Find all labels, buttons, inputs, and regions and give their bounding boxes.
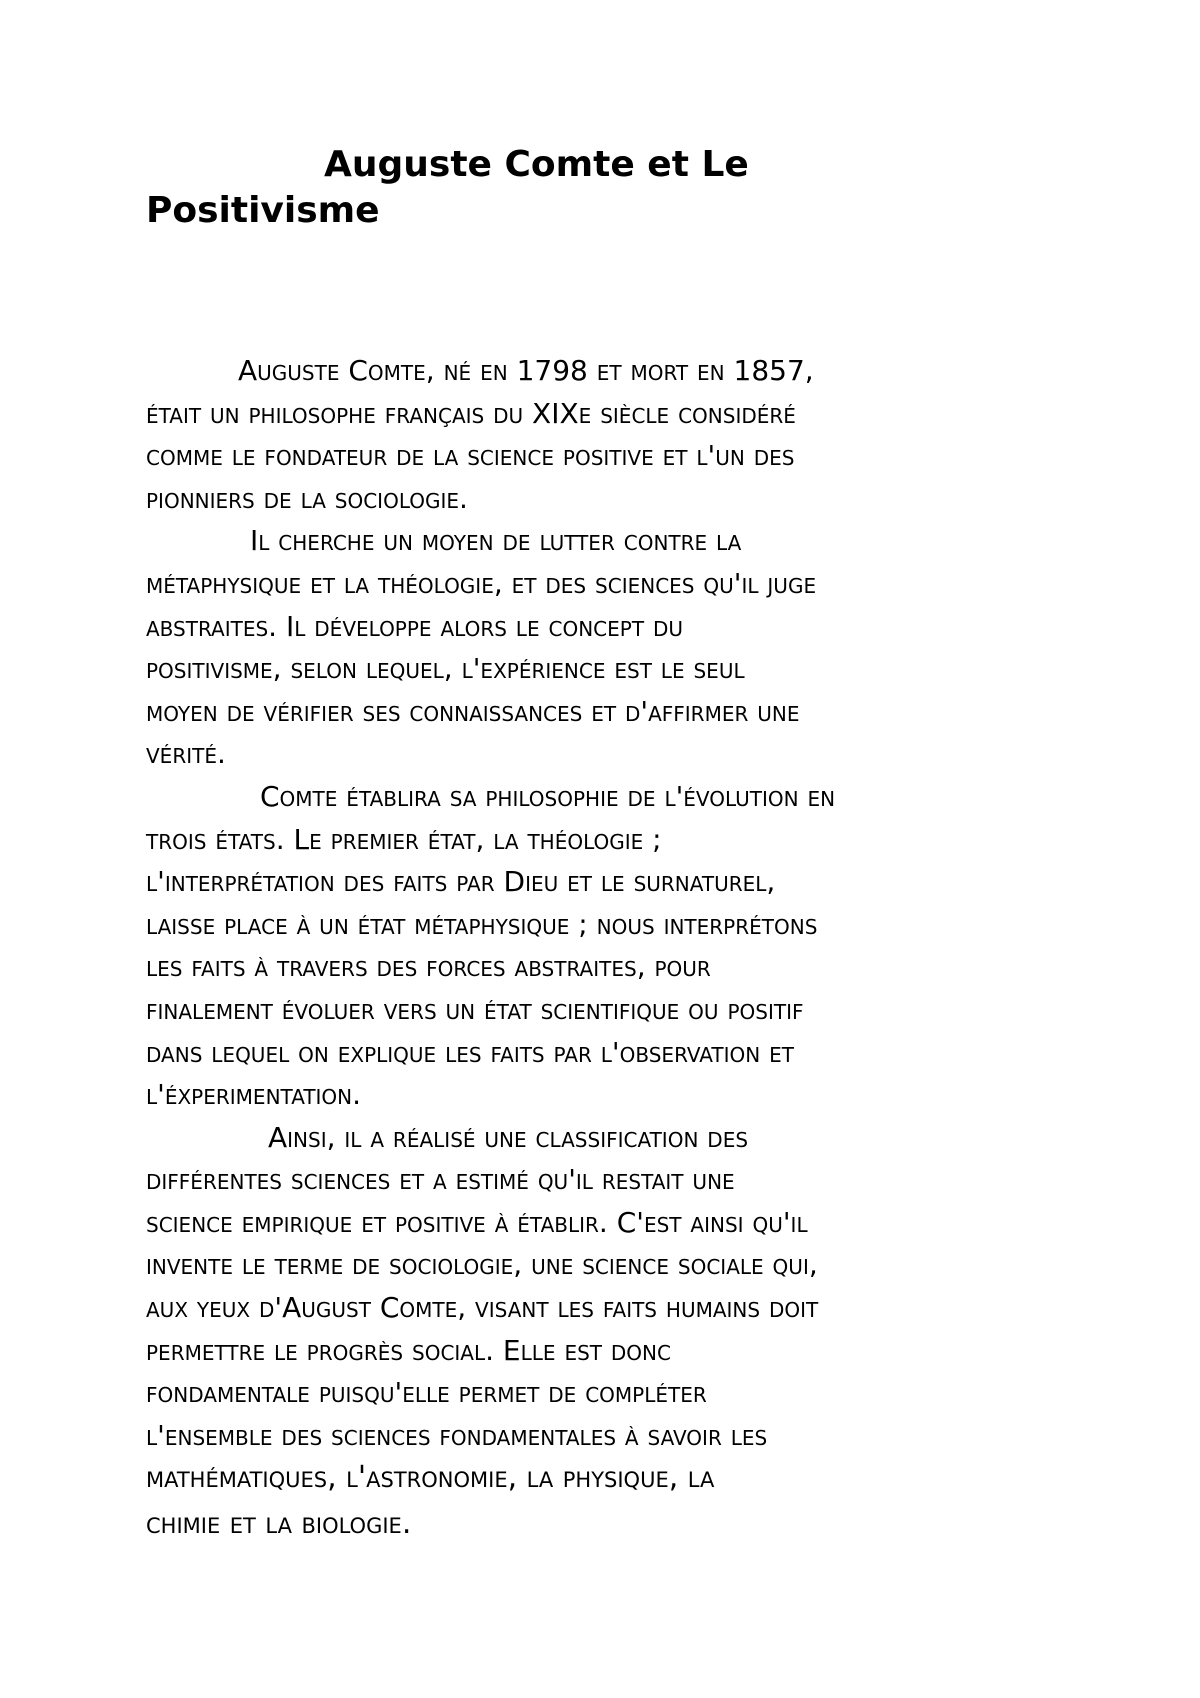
text-line: vérité. xyxy=(146,737,226,771)
text-line: laisse place à un état métaphysique ; nous interprétons xyxy=(146,907,818,941)
text-line: métaphysique et la théologie, et des sciences qu'il juge xyxy=(146,566,817,600)
text-line: permettre le progrès social. Elle est donc xyxy=(146,1333,671,1367)
text-line: l'ensemble des sciences fondamentales à savoir les xyxy=(146,1418,768,1452)
text-line: dans lequel on explique les faits par l'observation et xyxy=(146,1035,794,1069)
text-line: les faits à travers des forces abstraites, pour xyxy=(146,950,711,984)
text-line: fondamentale puisqu'elle permet de compléter xyxy=(146,1376,707,1410)
text-line: chimie et la biologie. xyxy=(146,1506,412,1542)
text-line: Comte établira sa philosophie de l'évolution en xyxy=(260,779,836,813)
text-line: pionniers de la sociologie. xyxy=(146,481,468,515)
text-line: invente le terme de sociologie, une science sociale qui, xyxy=(146,1248,818,1282)
title-line-1: Auguste Comte et Le xyxy=(324,144,749,185)
text-line: positivisme, selon lequel, l'expérience est le seul xyxy=(146,652,745,686)
text-line: l'interprétation des faits par Dieu et le surnaturel, xyxy=(146,865,776,899)
text-line: l'éxperimentation. xyxy=(146,1078,362,1112)
text-line: finalement évoluer vers un état scientifique ou positif xyxy=(146,992,804,1026)
text-line: aux yeux d'August Comte, visant les faits humains doit xyxy=(146,1291,819,1325)
text-line: Auguste Comte, né en 1798 et mort en 1857, xyxy=(238,354,814,387)
text-line: Ainsi, il a réalisé une classification des xyxy=(268,1120,749,1154)
title-line-2: Positivisme xyxy=(146,190,380,231)
text-line: moyen de vérifier ses connaissances et d'affirmer une xyxy=(146,694,800,728)
text-line: mathématiques, l'astronomie, la physique, la xyxy=(146,1460,715,1496)
document-title xyxy=(146,142,1046,234)
text-line: différentes sciences et a estimé qu'il restait une xyxy=(146,1163,735,1197)
text-line: trois états. Le premier état, la théologie ; xyxy=(146,822,662,856)
text-line: était un philosophe français du XIXe siècle considéré xyxy=(146,396,796,430)
text-line: Il cherche un moyen de lutter contre la xyxy=(250,524,742,558)
text-line: science empirique et positive à établir. C'est ainsi qu'il xyxy=(146,1205,808,1239)
document-body xyxy=(146,350,1066,1549)
text-line: abstraites. Il développe alors le concept du xyxy=(146,609,683,643)
text-line: comme le fondateur de la science positive et l'un des xyxy=(146,439,795,473)
